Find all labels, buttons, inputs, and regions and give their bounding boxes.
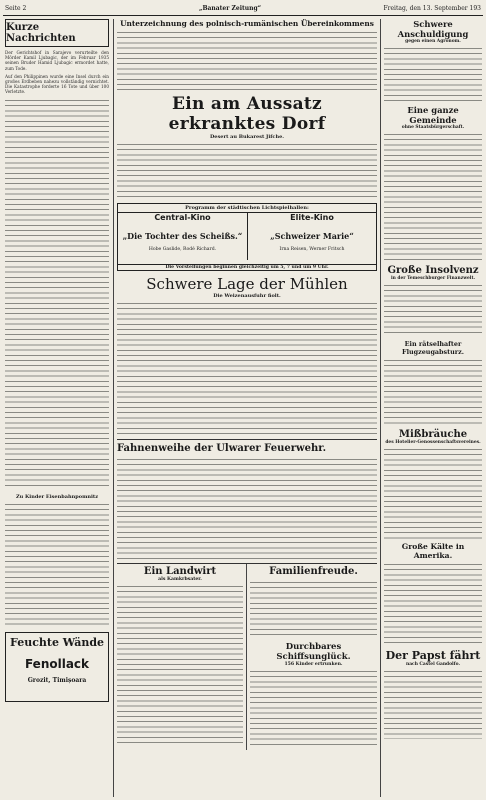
cinema-program-box [117, 203, 377, 271]
article-heading: Zu Kinder Eisenbahnpomnitz [15, 493, 99, 500]
column-rule [380, 19, 381, 797]
column-2 [117, 19, 377, 797]
bottom-articles [117, 564, 377, 750]
article-text-block [117, 301, 377, 437]
section-divider [117, 439, 377, 440]
advertisement [5, 632, 109, 702]
article-headline: Schwere Anschuldigung [397, 19, 469, 39]
article-text-block [117, 142, 377, 200]
main-headline: Ein am Aussatz erkranktes Dorf [168, 94, 326, 134]
article-headline: Eine ganze Gemeinde [407, 105, 459, 125]
article-headline: Schwere Lage der Mühlen [146, 275, 348, 293]
article-headline: Mißbräuche [398, 429, 468, 440]
article-subheadline: in der Temeschburger Finanzwelt. [390, 276, 475, 281]
article-text-block [5, 98, 109, 490]
article-text-block [117, 584, 243, 744]
article-text-block [384, 562, 482, 646]
article-headline: Große Kälte in Amerika. [401, 542, 465, 560]
page-number: Seite 2 [5, 5, 27, 12]
article-subheadline: 156 Kinder ertrunken. [284, 662, 343, 667]
kurze-nachrichten-box [5, 19, 109, 47]
article-text: Auf den Philippinen wurde eine Insel durch ein großes Erdbeben nahezu vollständig vernichtet. Die Katastrophe forderte 16 Tote und über 100 Verletzte. [5, 73, 109, 95]
article-text-block [117, 30, 377, 92]
ad-city: Grozit, Timișoara [27, 676, 87, 684]
article-headline: Unterzeichnung des polnisch-rumänischen Übereinkommens [120, 19, 374, 28]
main-subheadline: Desert au Bukarest Jifche. [209, 134, 285, 140]
article-landwirt [117, 566, 243, 744]
cinema-1-name: Central-Kino [154, 213, 211, 222]
article-text: Der Gerichtshof in Sarajevo verurteilte den Mörder Kamil Ljubagic, der im Februar 1935 seinen Bruder Hamid Ljubagic ermordet hatte, zum Tode. [5, 50, 109, 71]
article-text-block [117, 457, 377, 561]
article-headline: Ein rätselhafter Flugzeugabsturz. [402, 340, 464, 356]
article-subheadline: Die Weizenausfuhr fiolt. [213, 293, 281, 299]
page-date: Freitag, den 13. September 193 [383, 5, 481, 12]
cinema-2-stars: Irna Reisen, Werner Fritsch [279, 247, 345, 252]
article-subheadline: als Kamkrbsater. [158, 577, 202, 582]
cinema-2-film: „Schweizer Marie“ [270, 231, 354, 241]
cinema-notice: Programm der städtischen Lichtspielhallen: [118, 204, 376, 213]
article-text-block [384, 132, 482, 262]
article-subheadline: nach Castel Gandolfo. [406, 662, 460, 667]
column-rule [113, 19, 114, 797]
ad-brand: Fenollack [24, 656, 90, 671]
column-1 [5, 19, 109, 797]
article-text-block [250, 580, 377, 638]
article-text-block [384, 358, 482, 426]
article-subheadline: des Hotelier-Genossenschaftsvereines. [385, 440, 481, 445]
article-headline: Der Papst fährt [385, 649, 481, 662]
article-headline: Durchbares Schiffsunglück. [276, 642, 351, 662]
article-text-block [384, 46, 482, 102]
article-text-block [250, 669, 377, 749]
article-text-block [5, 502, 109, 628]
article-familien [250, 566, 377, 749]
article-subheadline: gegen einen Agronom. [405, 39, 461, 44]
article-headline: Familienfreude. [269, 566, 358, 577]
article-text-block [384, 283, 482, 337]
cinema-footer: Die Vorstellungen beginnen gleichzeitig um 5, 7 und um 9 Uhr. [118, 264, 376, 270]
cinema-1-stars: Hobe Gaslide, Rodé Richard. [148, 247, 217, 252]
cinema-1 [118, 213, 248, 260]
column-3 [384, 19, 482, 797]
cinema-1-film: „Die Tochter des Scheißs.“ [122, 231, 243, 241]
section-title: Kurze Nachrichten [6, 22, 76, 44]
cinema-2-name: Elite-Kino [290, 213, 334, 222]
article-text-block [384, 669, 482, 739]
newspaper-page [3, 3, 483, 797]
article-subheadline: ohne Staatsbürgerschaft. [401, 125, 465, 130]
article-headline: Fahnenweihe der Ulwarer Feuerwehr. [117, 443, 327, 454]
article-headline: Ein Landwirt [143, 566, 217, 577]
column-rule [246, 564, 247, 750]
article-text-block [384, 447, 482, 539]
article-headline: Große Insolvenz [387, 265, 479, 276]
paper-name: „Banater Zeitung“ [199, 5, 262, 12]
cinema-2 [248, 213, 376, 260]
ad-title: Feuchte Wände [9, 635, 105, 649]
page-header [3, 3, 483, 16]
